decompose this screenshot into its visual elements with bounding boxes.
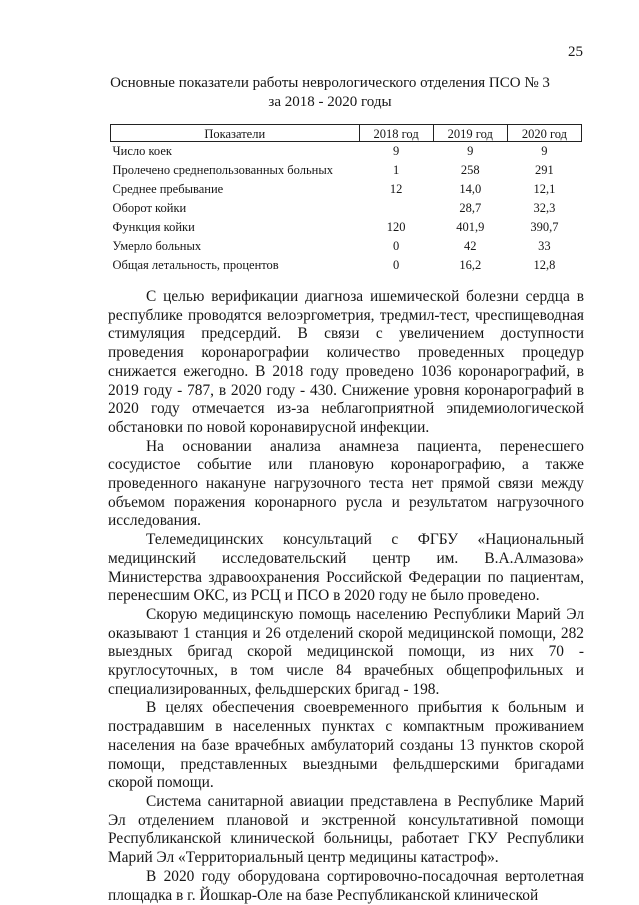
row-label: Общая летальность, процентов	[112, 257, 279, 272]
cell-2019: 42	[464, 238, 477, 253]
cell-2019: 14,0	[459, 182, 482, 197]
cell-2019: 16,2	[459, 257, 482, 272]
table-row	[111, 236, 582, 255]
row-label: Оборот койки	[112, 201, 187, 216]
table-row	[111, 199, 582, 218]
paragraph-stress-test: На основании анализа анамнеза пациента, перенесшего сосудистое событие или плановую коронарографию, а также проведенного накануне нагрузочного теста нет прямой связи между объемом поражения коронарного русла и результатом нагрузочного исследования.	[108, 437, 584, 530]
cell-2020: 9	[541, 144, 548, 159]
document-title	[60, 74, 600, 112]
row-label: Умерло больных	[112, 238, 202, 253]
cell-2020: 12,1	[533, 182, 556, 197]
cell-2019: 258	[460, 163, 480, 178]
cell-2020: 12,8	[533, 257, 556, 272]
table-row	[111, 218, 582, 237]
cell-2020: 33	[538, 238, 551, 253]
cell-2018: 12	[389, 182, 403, 197]
cell-2018: 9	[392, 144, 400, 159]
cell-2018: 120	[386, 220, 406, 234]
paragraph-helipad: В 2020 году оборудована сортировочно-посадочная вертолетная площадка в г. Йошкар-Оле на базе Республиканской клинической	[108, 867, 584, 904]
indicators-table	[110, 124, 582, 274]
row-label: Число коек	[112, 144, 172, 159]
paragraph-air-ambulance: Система санитарной авиации представлена в Республике Марий Эл отделением плановой и экстренной консультативной помощи Республиканской клинической больницы, работает ГКУ Республики Марий Эл «Территориальный центр медицины катастроф».	[108, 792, 584, 867]
row-label: Пролечено среднепользованных больных	[112, 163, 334, 178]
cell-2020: 390,7	[530, 220, 559, 234]
paragraph-emergency-care: Скорую медицинскую помощь населению Республики Марий Эл оказывают 1 станция и 26 отделений скорой медицинской помощи, 282 выездных бригад скорой медицинской помощи, из них 70 - круглосуточных, в том числе 84 врачебных общепрофильных и специализированных, фельдшерских бригад - 198.	[108, 605, 584, 698]
cell-2019: 28,7	[459, 201, 482, 216]
cell-2018: 1	[392, 163, 400, 178]
table-row	[111, 180, 582, 199]
paragraph-telemedicine: Телемедицинских консультаций с ФГБУ «Национальный медицинский исследовательский центр им. В.А.Алмазова» Министерства здравоохранения Российской Федерации по пациентам, перенесшим ОКС, из РСЦ и ПСО в 2020 году не было проведено.	[108, 531, 584, 605]
cell-2020: 32,3	[533, 201, 556, 216]
title-line-1: Основные показатели работы неврологического отделения ПСО № 3	[110, 75, 550, 91]
header-2018: 2018 год	[359, 125, 433, 142]
cell-2020: 291	[535, 163, 554, 178]
table-row	[111, 255, 582, 274]
header-indicators: Показатели	[111, 125, 360, 142]
body-text	[108, 288, 584, 905]
row-label: Среднее пребывание	[112, 182, 224, 197]
cell-2019: 401,9	[456, 220, 485, 234]
cell-2018: 0	[392, 257, 400, 272]
row-label: Функция койки	[112, 220, 195, 234]
title-line-2: за 2018 - 2020 годы	[268, 94, 392, 110]
header-2020: 2020 год	[507, 125, 581, 142]
cell-2018: 0	[392, 238, 400, 253]
cell-2018	[359, 199, 433, 218]
cell-2019: 9	[467, 144, 474, 159]
table-header	[111, 125, 582, 142]
paragraph-coronarography: С целью верификации диагноза ишемической болезни сердца в республике проводятся велоэргометрия, тредмил-тест, чреспищеводная стимуляция предсердий. В связи с увеличением доступности проведения коронарографии количество проведенных процедур снижается ежегодно. В 2018 году проведено 1036 коронарографий, в 2019 году - 787, в 2020 году - 430. Снижение уровня коронарографий в 2020 году отмечается из-за неблагоприятной эпидемиологической обстановки по новой коронавирусной инфекции.	[108, 288, 584, 436]
header-2019: 2019 год	[433, 125, 507, 142]
paragraph-emergency-points: В целях обеспечения своевременного прибытия к больным и пострадавшим в населенных пунктах с компактным проживанием населения на базе врачебных амбулаторий созданы 13 пунктов скорой помощи, представленных выездными фельдшерскими бригадами скорой помощи.	[108, 699, 584, 792]
table-row	[111, 142, 582, 161]
page-number: 25	[568, 44, 583, 60]
table-row	[111, 161, 582, 180]
